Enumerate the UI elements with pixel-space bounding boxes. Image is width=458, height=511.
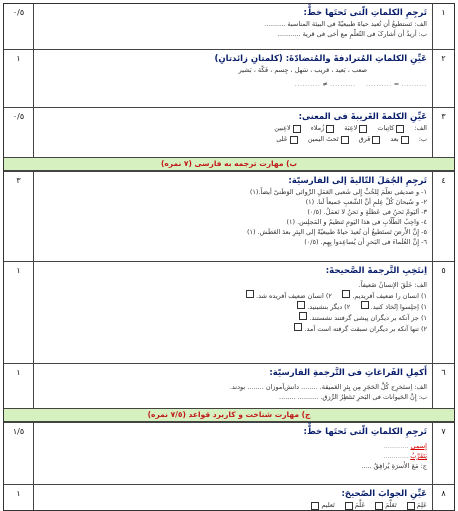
checkbox[interactable]: [311, 502, 319, 510]
question-title: عَیِّنِ الکلماتِ المُترادفةَ والمُتضادّةَ: (کلمتانِ زائدتانِ): [214, 54, 427, 64]
option[interactable]: [311, 123, 335, 134]
checkbox[interactable]: [299, 312, 307, 320]
question-title: اِنتَخِبِ التَّرجمةَ الصَّحیحةَ:: [325, 266, 427, 276]
question-7: [4, 422, 454, 485]
option-text: لاعِبین: [274, 124, 291, 132]
option[interactable]: [359, 134, 381, 145]
checkbox[interactable]: [342, 290, 350, 298]
answer-blank[interactable]: ..........: [401, 80, 427, 88]
question-score: ٠/٥: [4, 4, 34, 49]
question-score: ٠/٥: [4, 108, 34, 158]
section-header-b: ب) مهارت ترجمه به فارسی (٧ نمره): [4, 157, 454, 171]
question-body: [34, 485, 432, 511]
option[interactable]: [308, 134, 349, 145]
choice-text: ٢) انسان ضعیف آفریده شد.: [256, 292, 332, 300]
question-line: الف: خَلَقَ الإنسانُ ضَعیفاً.: [358, 281, 427, 289]
answer-blank[interactable]: ..........: [366, 80, 392, 88]
choice-line: [38, 312, 427, 323]
equal-sign: =: [393, 80, 400, 88]
option-text: کاتِبات: [377, 124, 395, 132]
checkbox[interactable]: [326, 125, 334, 133]
word-bank: صعب ، بَعید ، قریب ، سَهل ، جِسم ، فَکّة ، بَشیر: [238, 66, 367, 74]
answer-line: [38, 79, 427, 89]
option-text: عَلَّمَ: [354, 501, 366, 509]
question-line: ٢- و سُبحانَ کُلُّ عِلمٍ أَنَّ الشّعبِ جَمیعاً لَنا. (١): [305, 198, 427, 206]
question-body: [34, 4, 432, 49]
question-title: تَرجِمِ الکلماتِ الّتی تَحتَها خطٌّ:: [303, 8, 427, 18]
question-line: ١- و صدیقی تعلَّمَ لِلحُبِّ إِلی شَعبی العَمَلِ الرَّوائی الوَطَنیّ أیضاً.(١): [249, 188, 427, 196]
option[interactable]: [375, 500, 396, 511]
checkbox[interactable]: [293, 125, 301, 133]
checkbox[interactable]: [294, 323, 302, 331]
question-body: [34, 172, 432, 262]
question-body: [34, 364, 432, 409]
question-1: [4, 4, 454, 49]
question-line: ب: أَریدُ أَن أُشارکَ فی التّعلُّمِ مع أَخی فی قریة ...........: [277, 30, 427, 38]
option-text: بعد: [390, 135, 399, 143]
question-body: [34, 108, 432, 158]
choice-text: ٢) دیگر بنشینید.: [307, 303, 351, 311]
option-text: تَعلیم: [321, 501, 335, 509]
option[interactable]: [407, 500, 427, 511]
checkbox[interactable]: [297, 301, 305, 309]
answer-blank[interactable]: ..........: [294, 80, 321, 88]
question-line: إِسمِی ............: [383, 442, 427, 450]
question-number: ٣: [432, 108, 454, 158]
question-line: ٤- وَاحِبُ الطُّلّابِ فی هذا الیَومِ تَنظیمُ و المَجلِس. (١): [286, 218, 427, 226]
checkbox[interactable]: [359, 125, 367, 133]
checkbox[interactable]: [407, 502, 415, 510]
question-line: ب: إِنَّ الحَیوانات فی البَحرِ تَنتَظِرُ الرِّزق. .......... ........: [279, 393, 427, 401]
checkbox[interactable]: [401, 136, 409, 144]
question-2: [4, 49, 454, 108]
choice-text: ١) جز آنکه بر دیگران پیشی گرفتند نشستند.: [309, 314, 427, 322]
choice-text: ٢) تنها آنکه بر دیگران سبقت گرفته است آمد.: [304, 325, 427, 333]
choice-line: [38, 290, 427, 301]
question-number: ٤: [432, 172, 454, 262]
question-line: ٣- اَلیَومُ نَحنُ فی عَطلَةٍ و نَحنُ لا نَعمَلُ. (٠/٥): [307, 208, 427, 216]
checkbox[interactable]: [372, 136, 380, 144]
question-4: [4, 171, 454, 262]
question-number: ٢: [432, 50, 454, 108]
question-6: [4, 363, 454, 409]
question-number: ١: [432, 4, 454, 49]
option[interactable]: [311, 500, 334, 511]
question-line: ٦- إِنَّ العُلَماءَ فی البَحرِ أَن یُساعِدوا بِهِم. (٠/٥): [304, 238, 427, 246]
question-8: [4, 484, 454, 511]
question-title: تَرجِمِ الجُمَلَ التّالیةَ إلی الفارسیّة:: [288, 176, 427, 186]
checkbox[interactable]: [345, 502, 353, 510]
option-label: الف:: [414, 124, 427, 132]
option[interactable]: [274, 123, 300, 134]
question-number: ٧: [432, 423, 454, 485]
question-number: ٦: [432, 364, 454, 409]
question-title: عَیِّنِ الکلمةَ الغَریبةَ فی المعنی:: [298, 112, 427, 122]
question-body: [34, 262, 432, 364]
checkbox[interactable]: [246, 290, 254, 298]
notequal-sign: ≠: [322, 80, 328, 88]
question-line: یَتَقَرَّبُ ............: [383, 452, 427, 460]
underlined-word: إِسمِی: [410, 442, 427, 450]
option-text: عَلِمَ: [416, 501, 427, 509]
question-body: [34, 50, 432, 108]
options-row-b: [38, 134, 427, 145]
choice-text: ١) اِجلِسوا اِتّخاذ کنید.: [370, 303, 427, 311]
question-line: الف: تَستطیعُ أَن تُعید حیاةَ طبیعیّةً فی البیئة المناسبة ..........: [264, 20, 427, 28]
option[interactable]: [345, 500, 365, 511]
option-text: زُملاء: [310, 124, 325, 132]
question-title: عَیِّنِ الجوابَ الصّحیحَ:: [341, 489, 427, 499]
question-body: [34, 423, 432, 485]
checkbox[interactable]: [375, 502, 383, 510]
option[interactable]: [377, 123, 404, 134]
answer-blank[interactable]: ..........: [330, 80, 356, 88]
question-score: ١: [4, 485, 34, 511]
option[interactable]: [390, 134, 408, 145]
question-score: ١: [4, 364, 34, 409]
option[interactable]: [344, 123, 367, 134]
option-text: عَلی: [276, 135, 288, 143]
question-score: ١: [4, 262, 34, 364]
question-line: ج: مَعَ الأُسرَةِ یُرافِقُ .....: [361, 462, 427, 470]
checkbox[interactable]: [341, 136, 349, 144]
question-line: ٥- إِنَّ الأَرضَ تَستَطیعُ أَن تُعیدَ حیاةً طبیعیّةً إلی البِئرِ بعدَ العَطَش. (١): [246, 228, 427, 236]
question-line: الف: اِستَخرِج کُلَّ الحَجَرِ مِن بِئرِ العَمیقة. ........ دانش‌آموزان ........ بودند.: [229, 383, 427, 391]
question-score: ١/٥: [4, 423, 34, 485]
question-5: [4, 261, 454, 364]
question-number: ٥: [432, 262, 454, 364]
exam-sheet: [3, 3, 455, 511]
question-3: [4, 107, 454, 158]
options-row-a: [38, 123, 427, 134]
options-row: [38, 500, 427, 511]
checkbox[interactable]: [361, 301, 369, 309]
question-title: أَکمِلِ الفَراغاتِ فی التَّرجمةِ الفارسیّة:: [269, 368, 427, 378]
section-header-c: ج) مهارت شناخت و کاربرد قواعد (٧/٥ نمره): [4, 408, 454, 422]
question-score: ٣: [4, 172, 34, 262]
option-label: ب:: [418, 135, 427, 143]
option-text: تَحتَ الیمین: [307, 135, 339, 143]
option-text: فَرق: [358, 135, 371, 143]
question-title: تَرجِمِ الکلماتِ الّتی تَحتَها خطٌّ:: [303, 427, 427, 437]
option[interactable]: [276, 134, 297, 145]
choice-line: [38, 301, 427, 312]
choice-text: ١) انسان را ضعیف آفریدیم.: [352, 292, 427, 300]
choice-line: [38, 323, 427, 334]
option-text: لاعِبَة: [344, 124, 358, 132]
question-score: ١: [4, 50, 34, 108]
checkbox[interactable]: [396, 125, 404, 133]
option-text: تَعَلَّمَ: [385, 501, 397, 509]
question-number: ٨: [432, 485, 454, 511]
underlined-word: یَتَقَرَّبُ: [410, 452, 427, 460]
checkbox[interactable]: [290, 136, 298, 144]
